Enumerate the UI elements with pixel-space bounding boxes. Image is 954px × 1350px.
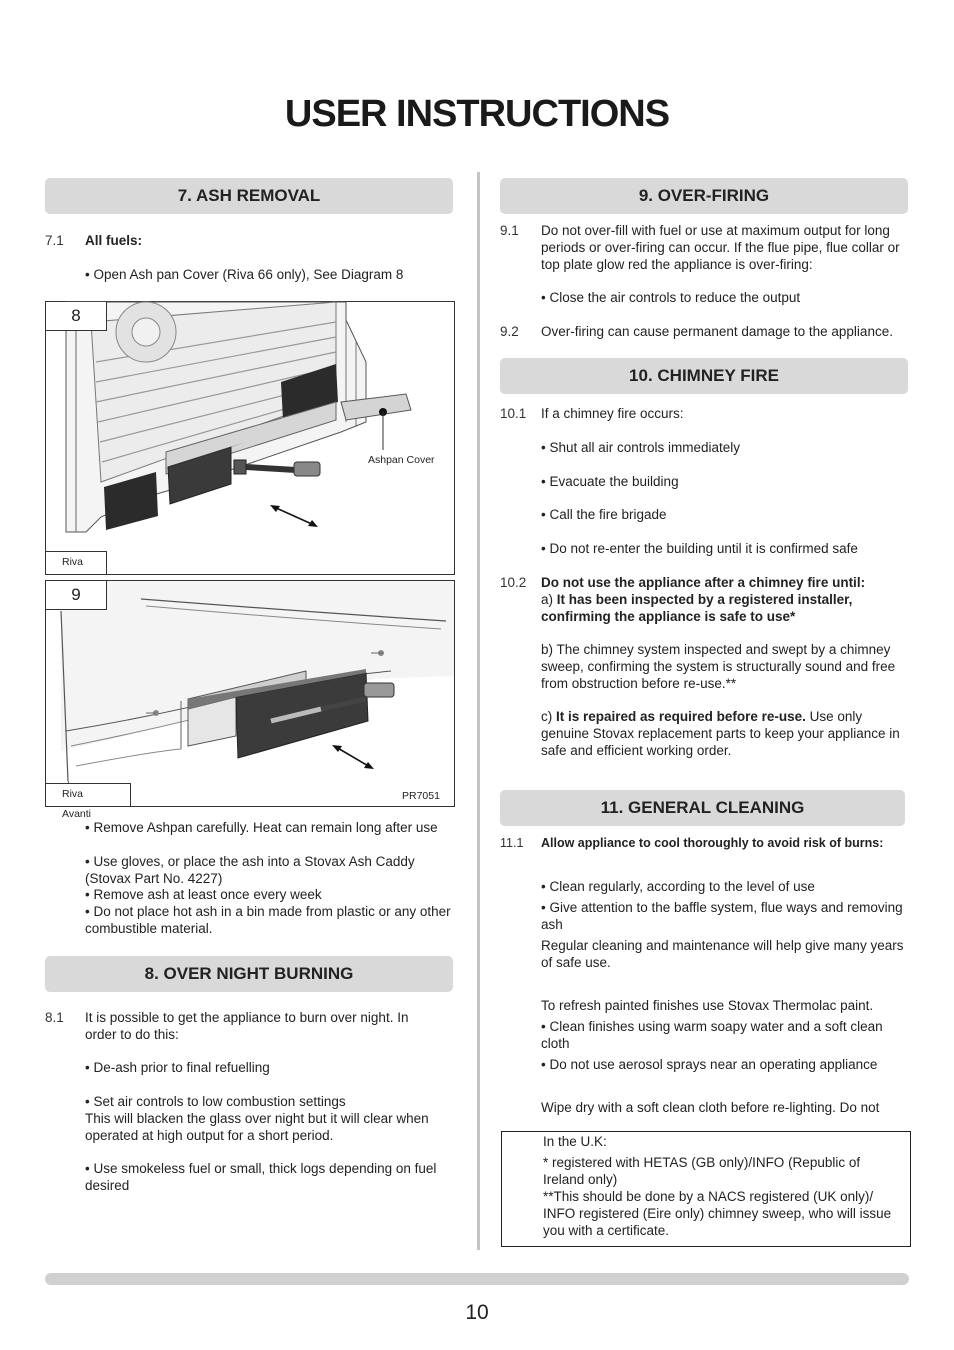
clause-number: 9.2 [500, 324, 519, 339]
diagram-8 [45, 301, 455, 575]
ashpan-cover-illustration [46, 302, 454, 574]
condition-a-text: It has been inspected by a registered installer, confirming the appliance is safe to use* [541, 592, 853, 624]
page-title: USER INSTRUCTIONS [284, 93, 670, 135]
clause-number: 9.1 [500, 223, 519, 238]
footer-bar [45, 1273, 909, 1285]
clause-number: 8.1 [45, 1010, 64, 1025]
bullet-evacuate: • Evacuate the building [541, 474, 679, 489]
page-number: 10 [465, 1301, 489, 1324]
clause-number: 10.2 [500, 575, 527, 590]
section-heading-chimney-fire: 10. CHIMNEY FIRE [500, 358, 908, 394]
bullet-call-fire-brigade: • Call the fire brigade [541, 507, 667, 522]
bullet-do-not-re-enter: • Do not re-enter the building until it is confirmed safe [541, 541, 858, 556]
section-heading-over-night-burning: 8. OVER NIGHT BURNING [45, 956, 453, 992]
condition-b: b) The chimney system inspected and swept by a chimney sweep, confirming the system is structurally sound and free from obstruction before re-use.** [541, 642, 896, 691]
note-hetas: * registered with HETAS (GB only)/INFO (Republic of Ireland only) [543, 1155, 861, 1187]
clause-number: 10.1 [500, 406, 527, 421]
section-heading-over-firing: 9. OVER-FIRING [500, 178, 908, 214]
regular-cleaning-note: Regular cleaning and maintenance will help give many years of safe use. [541, 938, 904, 970]
ashpan-removal-illustration [46, 581, 454, 806]
bullet-de-ash: • De-ash prior to final refuelling [85, 1060, 270, 1075]
cool-down-warning: Allow appliance to cool thoroughly to avoid risk of burns: [541, 836, 884, 850]
column-divider [477, 172, 480, 1250]
bullet-smokeless-fuel: • Use smokeless fuel or small, thick logs depending on fuel desired [85, 1161, 437, 1193]
note-nacs: **This should be done by a NACS registered (UK only)/ INFO registered (Eire only) chimney sweep, who will issue you with a certificate. [543, 1189, 892, 1238]
condition-c-prefix: c) [541, 709, 553, 724]
bullet-close-air-controls: • Close the air controls to reduce the output [541, 290, 801, 305]
condition-a-prefix: a) [541, 592, 554, 607]
diagram-caption: Riva [46, 551, 107, 574]
diagram-number: 9 [46, 581, 107, 610]
section-heading-ash-removal: 7. ASH REMOVAL [45, 178, 453, 214]
bullet-air-controls: • Set air controls to low combustion settings [85, 1094, 346, 1109]
condition-c-bold: It is repaired as required before re-use. [556, 709, 806, 724]
condition-c [541, 708, 909, 759]
wipe-dry-note: Wipe dry with a soft clean cloth before re-lighting. Do not [541, 1100, 880, 1115]
glass-blacken-note: This will blacken the glass over night but it will clear when operated at high output for a short period. [85, 1111, 429, 1143]
after-chimney-fire-heading: Do not use the appliance after a chimney fire until: [541, 575, 866, 590]
bullet-baffle-system: • Give attention to the baffle system, flue ways and removing ash [541, 900, 903, 932]
bullet-no-aerosol: • Do not use aerosol sprays near an operating appliance [541, 1057, 878, 1072]
bullet-remove-ashpan: • Remove Ashpan carefully. Heat can remain long after use [85, 820, 438, 835]
bullet-open-cover: • Open Ash pan Cover (Riva 66 only), See Diagram 8 [85, 267, 404, 282]
clause-number: 7.1 [45, 233, 64, 248]
all-fuels-label: All fuels: [85, 233, 143, 248]
ashpan-cover-callout: Ashpan Cover [368, 454, 435, 466]
overnight-intro: It is possible to get the appliance to burn over night. In order to do this: [85, 1010, 409, 1042]
registration-note-box [501, 1131, 911, 1247]
over-firing-warning: Do not over-fill with fuel or use at maximum output for long periods or over-firing can occur. If the flue pipe, flue collar or top plate glow red the appliance is over-firing: [541, 223, 900, 272]
condition-c-rest: Use only genuine Stovax replacement parts to keep your appliance in safe and efficient working order. [541, 709, 900, 758]
clause-number: 11.1 [500, 836, 524, 850]
bullet-no-plastic-bin: • Do not place hot ash in a bin made from plastic or any other combustible material. [85, 904, 451, 936]
diagram-9 [45, 580, 455, 820]
bullet-clean-finishes: • Clean finishes using warm soapy water and a soft clean cloth [541, 1019, 883, 1051]
diagram-caption: Riva Avanti [46, 783, 131, 806]
thermolac-paint-note: To refresh painted finishes use Stovax Thermolac paint. [541, 998, 874, 1013]
bullet-use-gloves: • Use gloves, or place the ash into a Stovax Ash Caddy (Stovax Part No. 4227) [85, 854, 415, 886]
condition-a [541, 591, 909, 625]
bullet-shut-air-controls: • Shut all air controls immediately [541, 440, 741, 455]
section-heading-general-cleaning: 11. GENERAL CLEANING [500, 790, 905, 826]
bullet-clean-regularly: • Clean regularly, according to the level of use [541, 879, 815, 894]
over-firing-damage: Over-firing can cause permanent damage to the appliance. [541, 324, 893, 339]
bullet-remove-weekly: • Remove ash at least once every week [85, 887, 322, 902]
diagram-reference: PR7051 [402, 790, 440, 802]
chimney-fire-intro: If a chimney fire occurs: [541, 406, 684, 421]
note-uk: In the U.K: [543, 1134, 607, 1149]
diagram-number: 8 [46, 302, 107, 331]
